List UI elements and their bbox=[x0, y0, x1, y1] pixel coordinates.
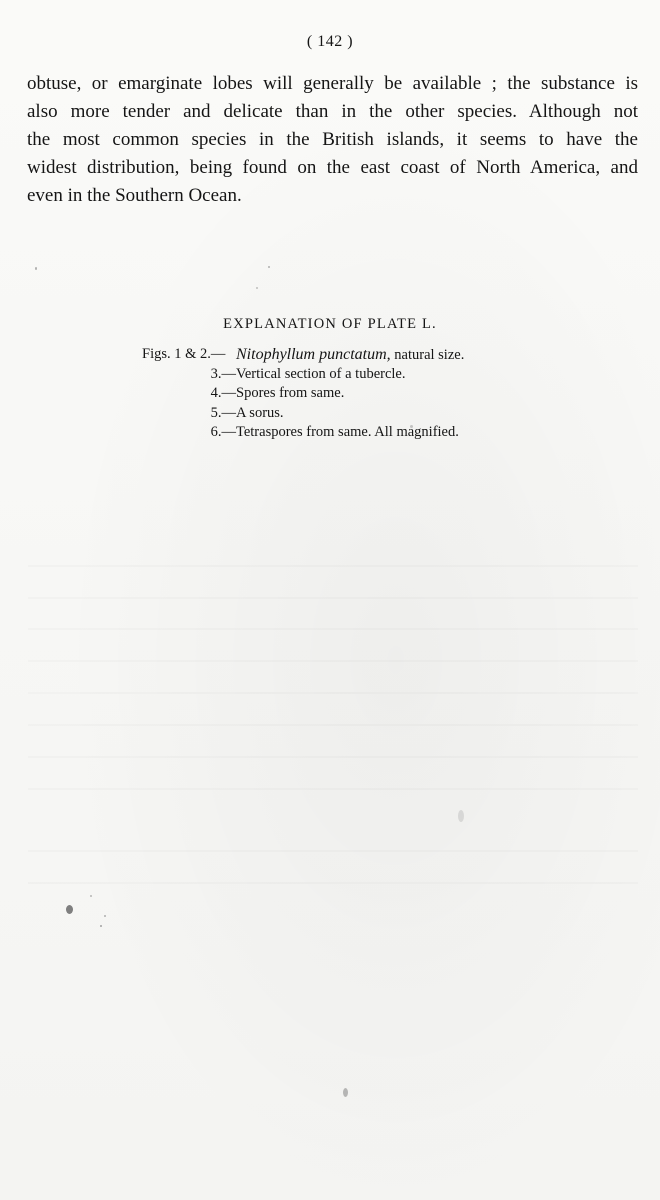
paper-speck bbox=[100, 925, 102, 927]
figure-description: Tetraspores from same. All magnified. bbox=[236, 424, 459, 440]
show-through-line bbox=[28, 628, 638, 630]
body-line: even in the Southern Ocean. bbox=[27, 185, 242, 206]
figure-number: Figs. 1 & 2.— bbox=[142, 346, 226, 362]
show-through-line bbox=[28, 565, 638, 567]
body-line: the most common species in the British islands, it seems to have the bbox=[27, 129, 638, 150]
show-through-line bbox=[28, 756, 638, 758]
body-paragraph bbox=[27, 70, 638, 210]
figure-number: 3.— bbox=[210, 365, 236, 382]
figure-entry bbox=[0, 404, 660, 424]
figure-description: Vertical section of a tubercle. bbox=[236, 365, 406, 382]
figure-number: 6.— bbox=[210, 424, 236, 440]
figure-number: 4.— bbox=[210, 385, 236, 401]
body-line: also more tender and delicate than in the other species. Although not bbox=[27, 101, 638, 122]
figure-description bbox=[236, 345, 464, 366]
figure-entry bbox=[0, 365, 660, 385]
paper-speck bbox=[410, 425, 413, 428]
figure-entry bbox=[0, 345, 660, 365]
paper-speck bbox=[35, 267, 37, 270]
show-through-line bbox=[28, 660, 638, 662]
paper-speck bbox=[458, 810, 464, 822]
paper-speck bbox=[343, 1088, 348, 1097]
plate-explanation-heading: EXPLANATION OF PLATE L. bbox=[223, 316, 437, 332]
figure-entry bbox=[0, 384, 660, 404]
show-through-line bbox=[28, 788, 638, 790]
page-number: ( 142 ) bbox=[306, 33, 354, 50]
show-through-line bbox=[28, 882, 638, 884]
figure-description-text: natural size. bbox=[390, 347, 465, 363]
body-line: obtuse, or emarginate lobes will generally be available ; the substance is bbox=[27, 73, 638, 94]
show-through-line bbox=[28, 850, 638, 852]
figure-description: Spores from same. bbox=[236, 385, 345, 401]
paper-speck bbox=[256, 287, 258, 289]
plate-figure-list bbox=[0, 345, 660, 443]
paper-speck bbox=[268, 266, 270, 268]
show-through-line bbox=[28, 692, 638, 694]
figure-number: 5.— bbox=[210, 404, 236, 421]
figure-entry bbox=[0, 423, 660, 443]
body-line: widest distribution, being found on the east coast of North America, and bbox=[27, 157, 638, 178]
show-through-line bbox=[28, 724, 638, 726]
paper-speck bbox=[66, 905, 73, 914]
species-name: Nitophyllum punctatum, bbox=[236, 346, 391, 363]
paper-speck bbox=[90, 895, 92, 897]
show-through-line bbox=[28, 597, 638, 599]
paper-speck bbox=[104, 915, 106, 917]
figure-description: A sorus. bbox=[236, 404, 284, 421]
